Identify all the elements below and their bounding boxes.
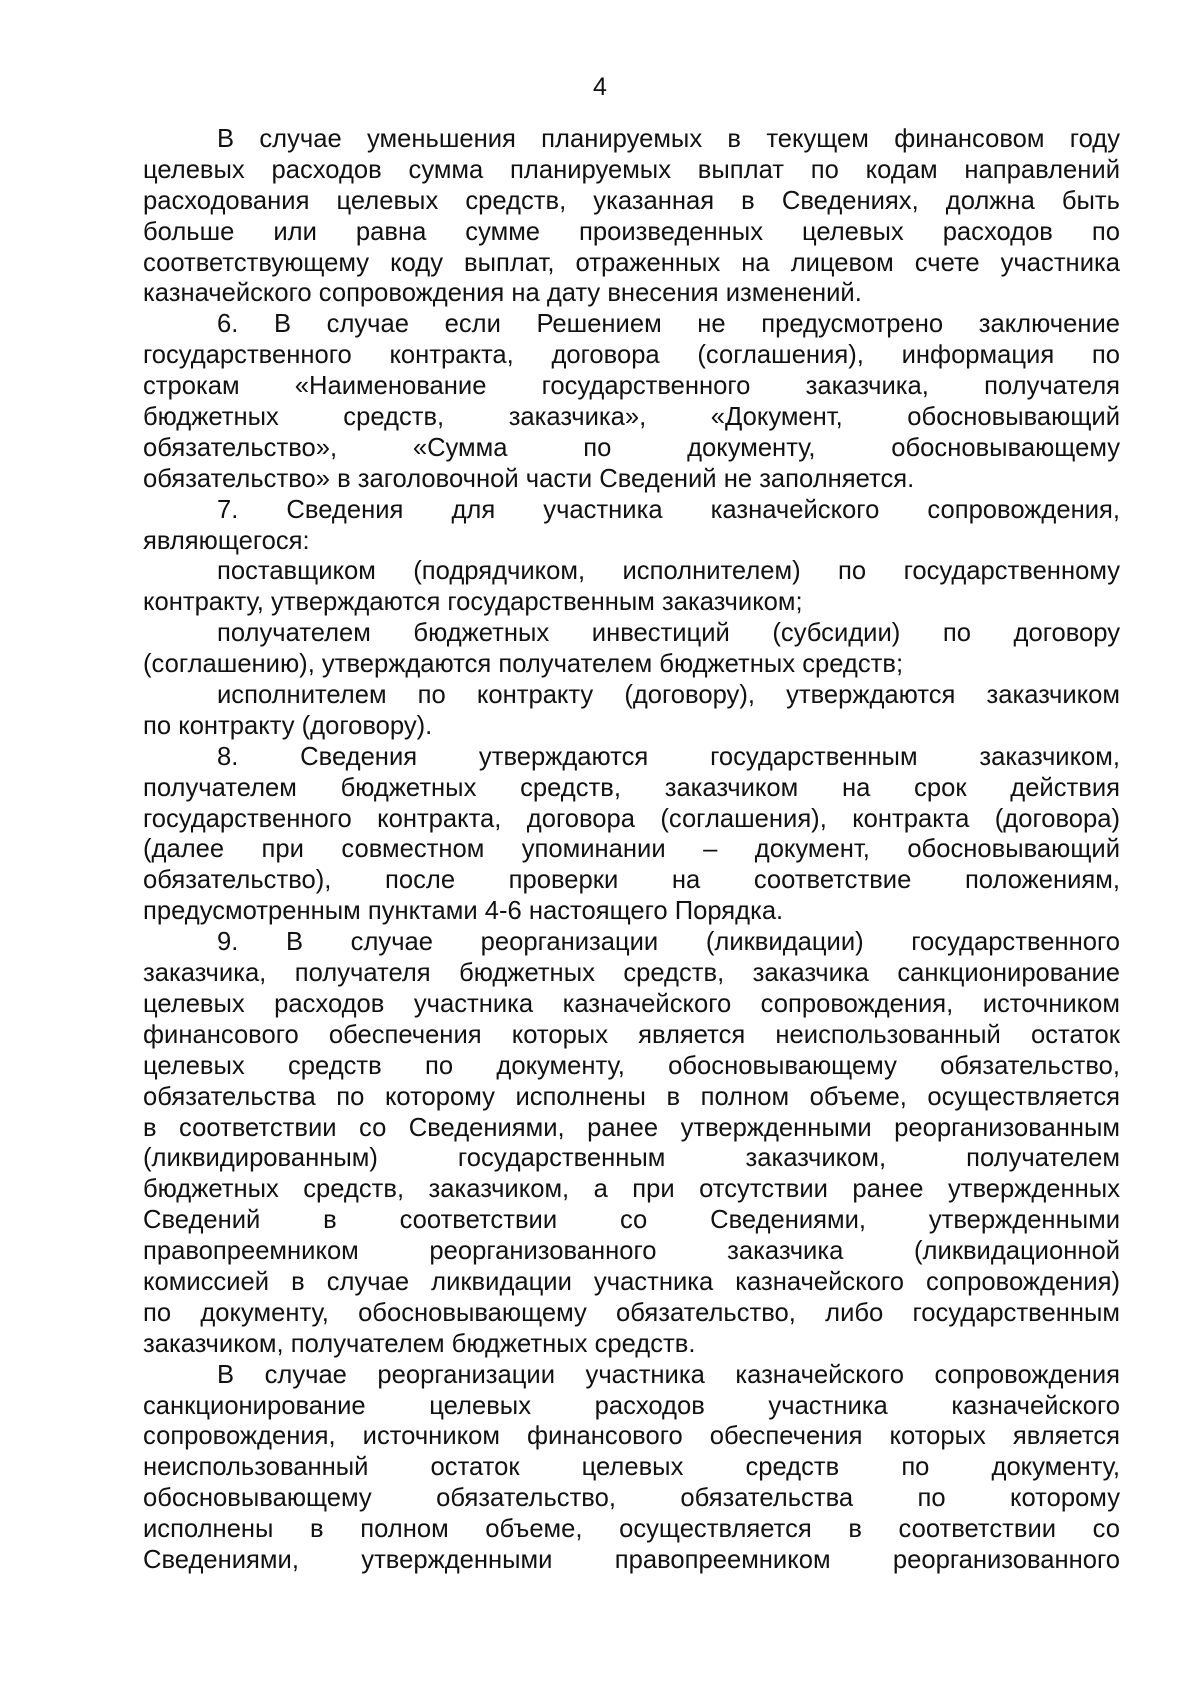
text-line: являющегося:: [143, 526, 310, 555]
text-line: (ликвидированным) государственным заказчиком, получателем: [143, 1144, 1120, 1173]
text-line: поставщиком (подрядчиком, исполнителем) по государственному: [217, 557, 1120, 586]
text-line: правопреемником реорганизованного заказчика (ликвидационной: [143, 1237, 1120, 1266]
text-line: целевых расходов сумма планируемых выплат по кодам направлений: [143, 155, 1120, 184]
text-line: в соответствии со Сведениями, ранее утвержденными реорганизованным: [143, 1113, 1120, 1142]
text-line: соответствующему коду выплат, отраженных на лицевом счете участника: [143, 248, 1120, 277]
text-line: предусмотренным пунктами 4-6 настоящего Порядка.: [143, 897, 784, 926]
text-line: (соглашению), утверждаются получателем бюджетных средств;: [143, 650, 904, 679]
text-line: 8. Сведения утверждаются государственным заказчиком,: [217, 742, 1120, 771]
text-line: государственного контракта, договора (соглашения), информация по: [143, 341, 1120, 370]
text-line: Сведениями, утвержденными правопреемником реорганизованного: [143, 1545, 1120, 1574]
text-line: бюджетных средств, заказчика», «Документ, обосновывающий: [143, 403, 1120, 432]
text-line: санкционирование целевых расходов участника казначейского: [143, 1391, 1120, 1420]
text-line: расходования целевых средств, указанная в Сведениях, должна быть: [143, 186, 1120, 215]
text-line: комиссией в случае ликвидации участника казначейского сопровождения): [143, 1267, 1120, 1296]
text-line: получателем бюджетных инвестиций (субсидии) по договору: [217, 619, 1120, 648]
page-number: 4: [593, 73, 607, 101]
text-line: обязательство), после проверки на соответствие положениям,: [143, 866, 1120, 895]
text-line: 7. Сведения для участника казначейского сопровождения,: [217, 495, 1120, 524]
text-line: (далее при совместном упоминании – документ, обосновывающий: [143, 835, 1120, 864]
document-body: [143, 124, 1120, 1576]
text-line: строкам «Наименование государственного заказчика, получателя: [143, 372, 1120, 401]
text-line: В случае реорганизации участника казначейского сопровождения: [217, 1360, 1120, 1389]
text-line: обязательство» в заголовочной части Сведений не заполняется.: [143, 464, 915, 493]
text-line: контракту, утверждаются государственным заказчиком;: [143, 588, 803, 617]
text-line: казначейского сопровождения на дату внесения изменений.: [143, 279, 862, 308]
text-line: по документу, обосновывающему обязательство, либо государственным: [143, 1298, 1120, 1327]
text-line: больше или равна сумме произведенных целевых расходов по: [143, 217, 1120, 246]
text-line: неиспользованный остаток целевых средств по документу,: [143, 1453, 1120, 1482]
text-line: Сведений в соответствии со Сведениями, утвержденными: [143, 1206, 1120, 1235]
text-line: финансового обеспечения которых является неиспользованный остаток: [143, 1020, 1120, 1049]
text-line: В случае уменьшения планируемых в текущем финансовом году: [217, 125, 1120, 153]
text-line: обосновывающему обязательство, обязательства по которому: [143, 1484, 1120, 1513]
text-line: по контракту (договору).: [143, 711, 433, 740]
text-line: обязательство», «Сумма по документу, обосновывающему: [143, 433, 1120, 462]
text-line: сопровождения, источником финансового обеспечения которых является: [143, 1422, 1120, 1451]
text-line: заказчика, получателя бюджетных средств, заказчика санкционирование: [143, 959, 1120, 988]
text-line: 6. В случае если Решением не предусмотрено заключение: [217, 310, 1120, 339]
text-line: исполнены в полном объеме, осуществляется в соответствии со: [143, 1515, 1120, 1544]
text-line: государственного контракта, договора (соглашения), контракта (договора): [143, 804, 1120, 833]
text-line: исполнителем по контракту (договору), утверждаются заказчиком: [217, 681, 1120, 710]
text-line: бюджетных средств, заказчиком, а при отсутствии ранее утвержденных: [143, 1175, 1120, 1204]
text-line: целевых средств по документу, обосновывающему обязательство,: [143, 1051, 1120, 1080]
text-line: 9. В случае реорганизации (ликвидации) государственного: [217, 928, 1120, 957]
text-line: обязательства по которому исполнены в полном объеме, осуществляется: [143, 1082, 1120, 1111]
text-line: целевых расходов участника казначейского сопровождения, источником: [143, 989, 1120, 1018]
text-line: заказчиком, получателем бюджетных средств.: [143, 1329, 696, 1358]
text-line: получателем бюджетных средств, заказчиком на срок действия: [143, 773, 1120, 802]
